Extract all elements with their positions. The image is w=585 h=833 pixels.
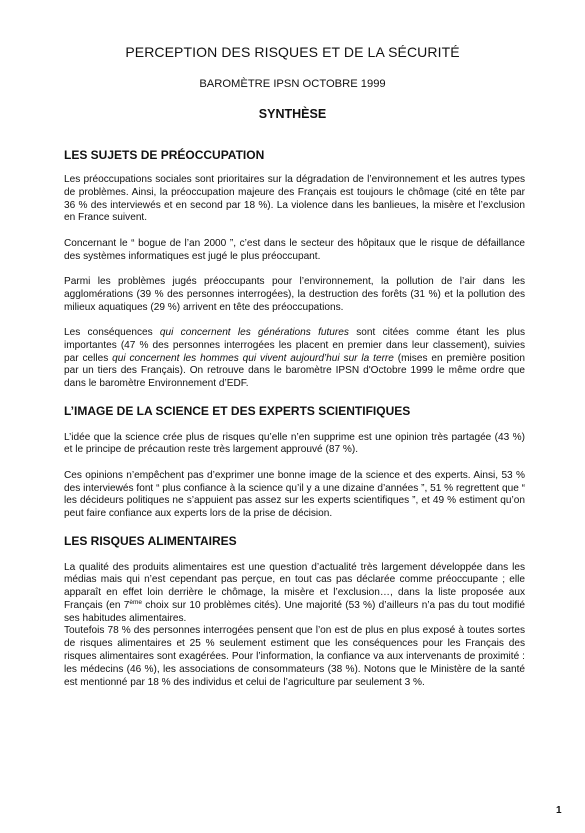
paragraph: Concernant le “ bogue de l’an 2000 ”, c’est dans le secteur des hôpitaux que le risque de défaillance des systèmes informatiques est jugé le plus préoccupant. [64,237,525,262]
section-heading: L’IMAGE DE LA SCIENCE ET DES EXPERTS SCIENTIFIQUES [64,403,411,418]
document-title: PERCEPTION DES RISQUES ET DE LA SÉCURITÉ [125,44,460,60]
paragraph: Parmi les problèmes jugés préoccupants pour l’environnement, la pollution de l’air dans les agglomérations (39 % des personnes interrogées), la destruction des forêts (31 %) et la pollution des milieux aquatiques (29 %) arrivent en tête des préoccupations. [64,275,525,313]
paragraph: Les préoccupations sociales sont prioritaires sur la dégradation de l’environnement et les autres types de problèmes. Ainsi, la préoccupation majeure des Français est toujours le chômage (cité en tête par 36 % des interviewés et en second par 18 %). La violence dans les banlieues, la misère et l’exclusion en France suivent. [64,174,525,224]
section-food-risks [64,534,525,690]
text-run: choix sur 10 problèmes cités). Une majorité (53 %) d’ailleurs n’a pas du tout modifié ses habitudes alimentaires. [64,599,525,624]
superscript: ème [129,598,143,606]
section-heading: LES SUJETS DE PRÉOCCUPATION [64,148,265,162]
paragraph [64,562,525,626]
text-run: Les conséquences [64,326,160,338]
paragraph: Toutefois 78 % des personnes interrogées pensent que l’on est de plus en plus exposé à toutes sortes de risques alimentaires et 25 % seulement estiment que les conséquences pour les Français des risques alimentaires sont exagérées. Pour l’information, la confiance va aux intervenants de proximité : les médecins (46 %), les associations de consommateurs (38 %). Notons que le Ministère de la santé est mentionné par 18 % des individus et celui de l’agriculture par seulement 3 %. [64,625,525,688]
section-science-experts [64,404,525,521]
emphasis-text: qui concernent les hommes qui vivent aujourd’hui sur la terre [112,352,394,364]
paragraph: L’idée que la science crée plus de risques qu’elle n’en supprime est une opinion très partagée (43 %) et le principe de précaution reste très largement approuvé (87 %). [64,431,525,456]
text-run: (mises en première position par un tiers des Français). On retrouve dans le baromètre IPSN d'Octobre 1999 le même ordre que dans le baromètre Environnement d’EDF. [64,352,525,390]
emphasis-text: qui concernent les générations futures [159,326,349,338]
text-run: La qualité des produits alimentaires est une question d’actualité très largement développée dans les médias mais qui n’est cependant pas perçue, en tout cas pas déclarée comme préoccupante ; elle apparaît en effet loin derrière le chômage, la misère et l’exclusion…, dans la liste proposée aux Français (en 7 [64,561,525,611]
section-heading: LES RISQUES ALIMENTAIRES [64,533,237,548]
document-body [64,148,525,689]
paragraph [64,327,525,391]
document-subtitle: BAROMÈTRE IPSN OCTOBRE 1999 [199,78,386,90]
text-run: sont citées comme étant les plus importantes (47 % des personnes interrogées les placent en premier dans leur classement), suivies par celles [64,326,526,364]
synthesis-heading: SYNTHÈSE [258,107,327,121]
section-preoccupations [64,148,525,391]
paragraph: Ces opinions n’empêchent pas d’exprimer une bonne image de la science et des experts. Ainsi, 53 % des interviewés font “ plus confiance à la science qu’il y a une dizaine d’années ”, 51 % regrettent que “ les décideurs politiques ne s’appuient pas assez sur les experts scientifiques ”, et 49 % estiment qu’on peut faire confiance aux experts lors de la prise de décision. [64,469,525,520]
page-number: 1 [556,805,562,816]
